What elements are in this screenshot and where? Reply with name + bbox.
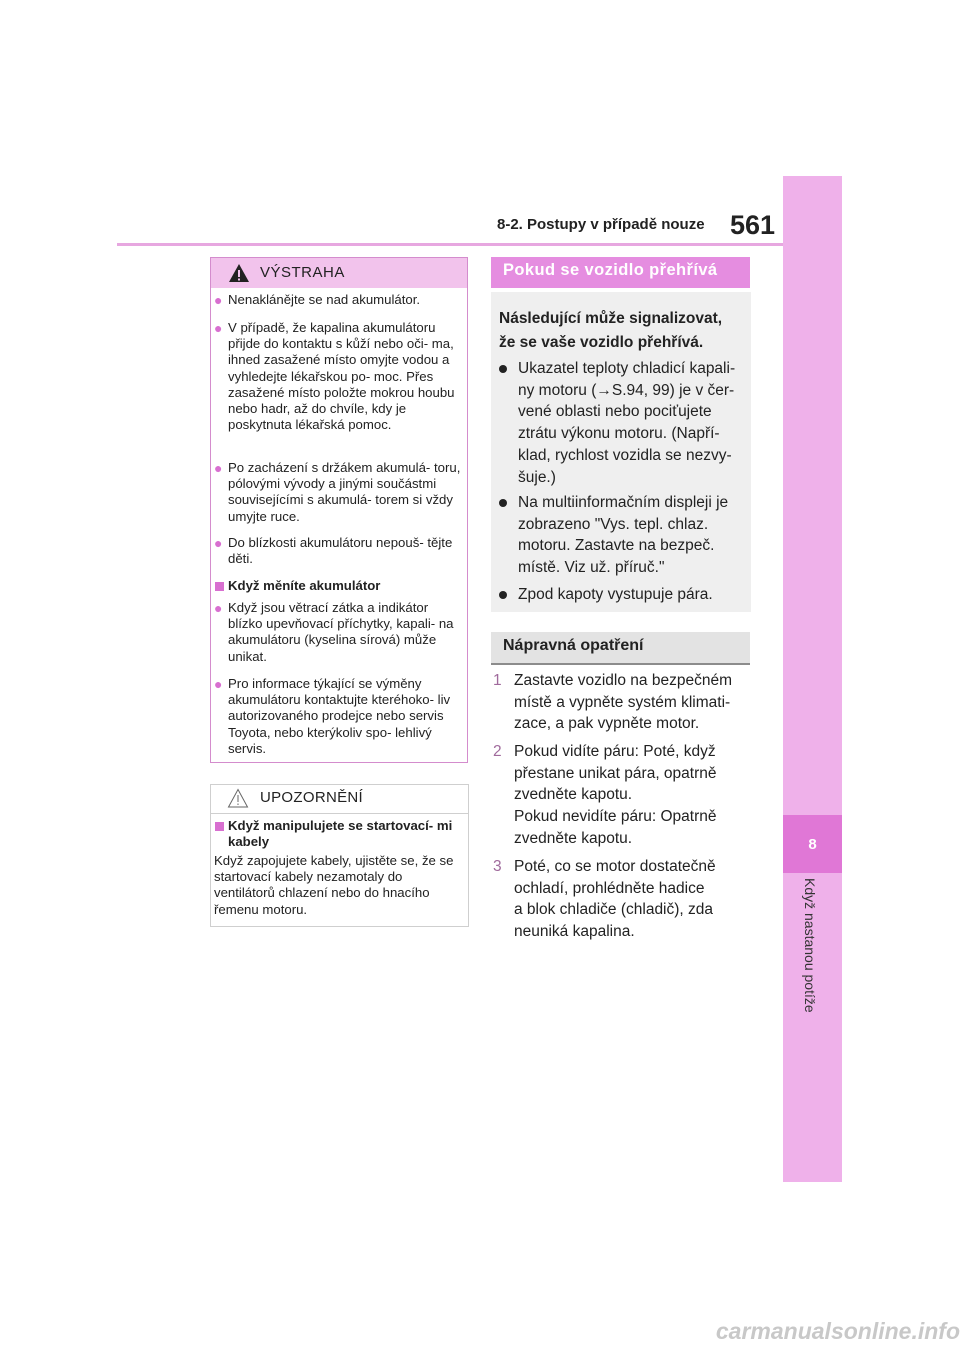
warning-item: ● Po zacházení s držákem akumulá- toru, pólovými vývody a jinými součástmi souvisejícími s akumulá- torem si vždy umyjte ruce. [214, 460, 461, 524]
warning-item: ● Když jsou větrací zátka a indikátor blízko upevňovací příchytky, kapali- na akumulátoru (kyselina sírová) může unikat. [214, 600, 454, 664]
overheat-heading: Pokud se vozidlo přehřívá [503, 261, 718, 279]
warning-item: ● V případě, že kapalina akumulátoru přijde do kontaktu s kůží nebo oči- ma, ihned zasažené místo omyjte vodou a vyhledejte lékařskou po- moc. Přes zasažené místo položte mokrou houbu nebo hadr, až do chvíle, kdy je poskytnuta lékařská pomoc. [214, 320, 455, 433]
overheat-bullet: Na multiinformačním displeji je zobrazeno "Vys. tepl. chlaz. motoru. Zastavte na bezpeč. místě. Viz už. příruč." [499, 492, 739, 579]
caution-triangle-icon [227, 788, 249, 808]
remedy-step: 3 Poté, co se motor dostatečně ochladí, prohlédněte hadice a blok chladiče (chladič), zda neuniká kapalina. [493, 858, 716, 941]
overheat-intro-line: Následující může signalizovat, [499, 310, 723, 327]
header-rule [117, 243, 783, 246]
overheat-bullet: Zpod kapoty vystupuje pára. [499, 584, 739, 606]
chapter-label-text: Když nastanou potíže [802, 878, 818, 1013]
page-number: 561 [730, 210, 776, 240]
caution-title: UPOZORNĚNÍ [260, 789, 364, 806]
caution-text: Když zapojujete kabely, ujistěte se, že se startovací kabely nezamotaly do ventilátorů chlazení nebo do hnacího řemenu motoru. [214, 853, 454, 917]
remedy-step: 1 Zastavte vozidlo na bezpečném místě a vypněte systém klimati- zace, a pak vypněte motor. [493, 672, 732, 733]
warning-triangle-icon [228, 263, 250, 283]
remedy-step: 2 Pokud vidíte páru: Poté, když přestane unikat pára, opatrně zvedněte kapotu. Pokud nevidíte páru: Opatrně zvedněte kapotu. [493, 743, 717, 847]
warning-subheading: Když měníte akumulátor [214, 578, 464, 594]
warning-item: ● Nenaklánějte se nad akumulátor. [214, 292, 421, 308]
warning-item: ● Pro informace týkající se výměny akumulátoru kontaktujte kteréhoko- liv autorizovaného prodejce nebo servis Toyota, nebo kterýkoliv spo- lehlivý servis. [214, 676, 451, 756]
chapter-label [800, 878, 824, 1038]
remedy-heading: Nápravná opatření [503, 637, 644, 654]
overheat-intro-line: že se vaše vozidlo přehřívá. [499, 334, 704, 351]
caution-subheading: Když manipulujete se startovací- mi kabely [214, 818, 464, 850]
overheat-bullet: Ukazatel teploty chladicí kapali- ny motoru (→S.94, 99) je v čer- vené oblasti nebo pociťujete ztrátu výkonu motoru. (Napří- klad, rychlost vozidla se nezvy- šuje.) [499, 358, 739, 488]
watermark: carmanualsonline.info [715, 1318, 960, 1344]
chapter-number: 8 [783, 815, 842, 873]
warning-item: ● Do blízkosti akumulátoru nepouš- tějte děti. [214, 535, 453, 567]
section-header: 8-2. Postupy v případě nouze [497, 216, 705, 233]
warning-title: VÝSTRAHA [260, 264, 345, 281]
